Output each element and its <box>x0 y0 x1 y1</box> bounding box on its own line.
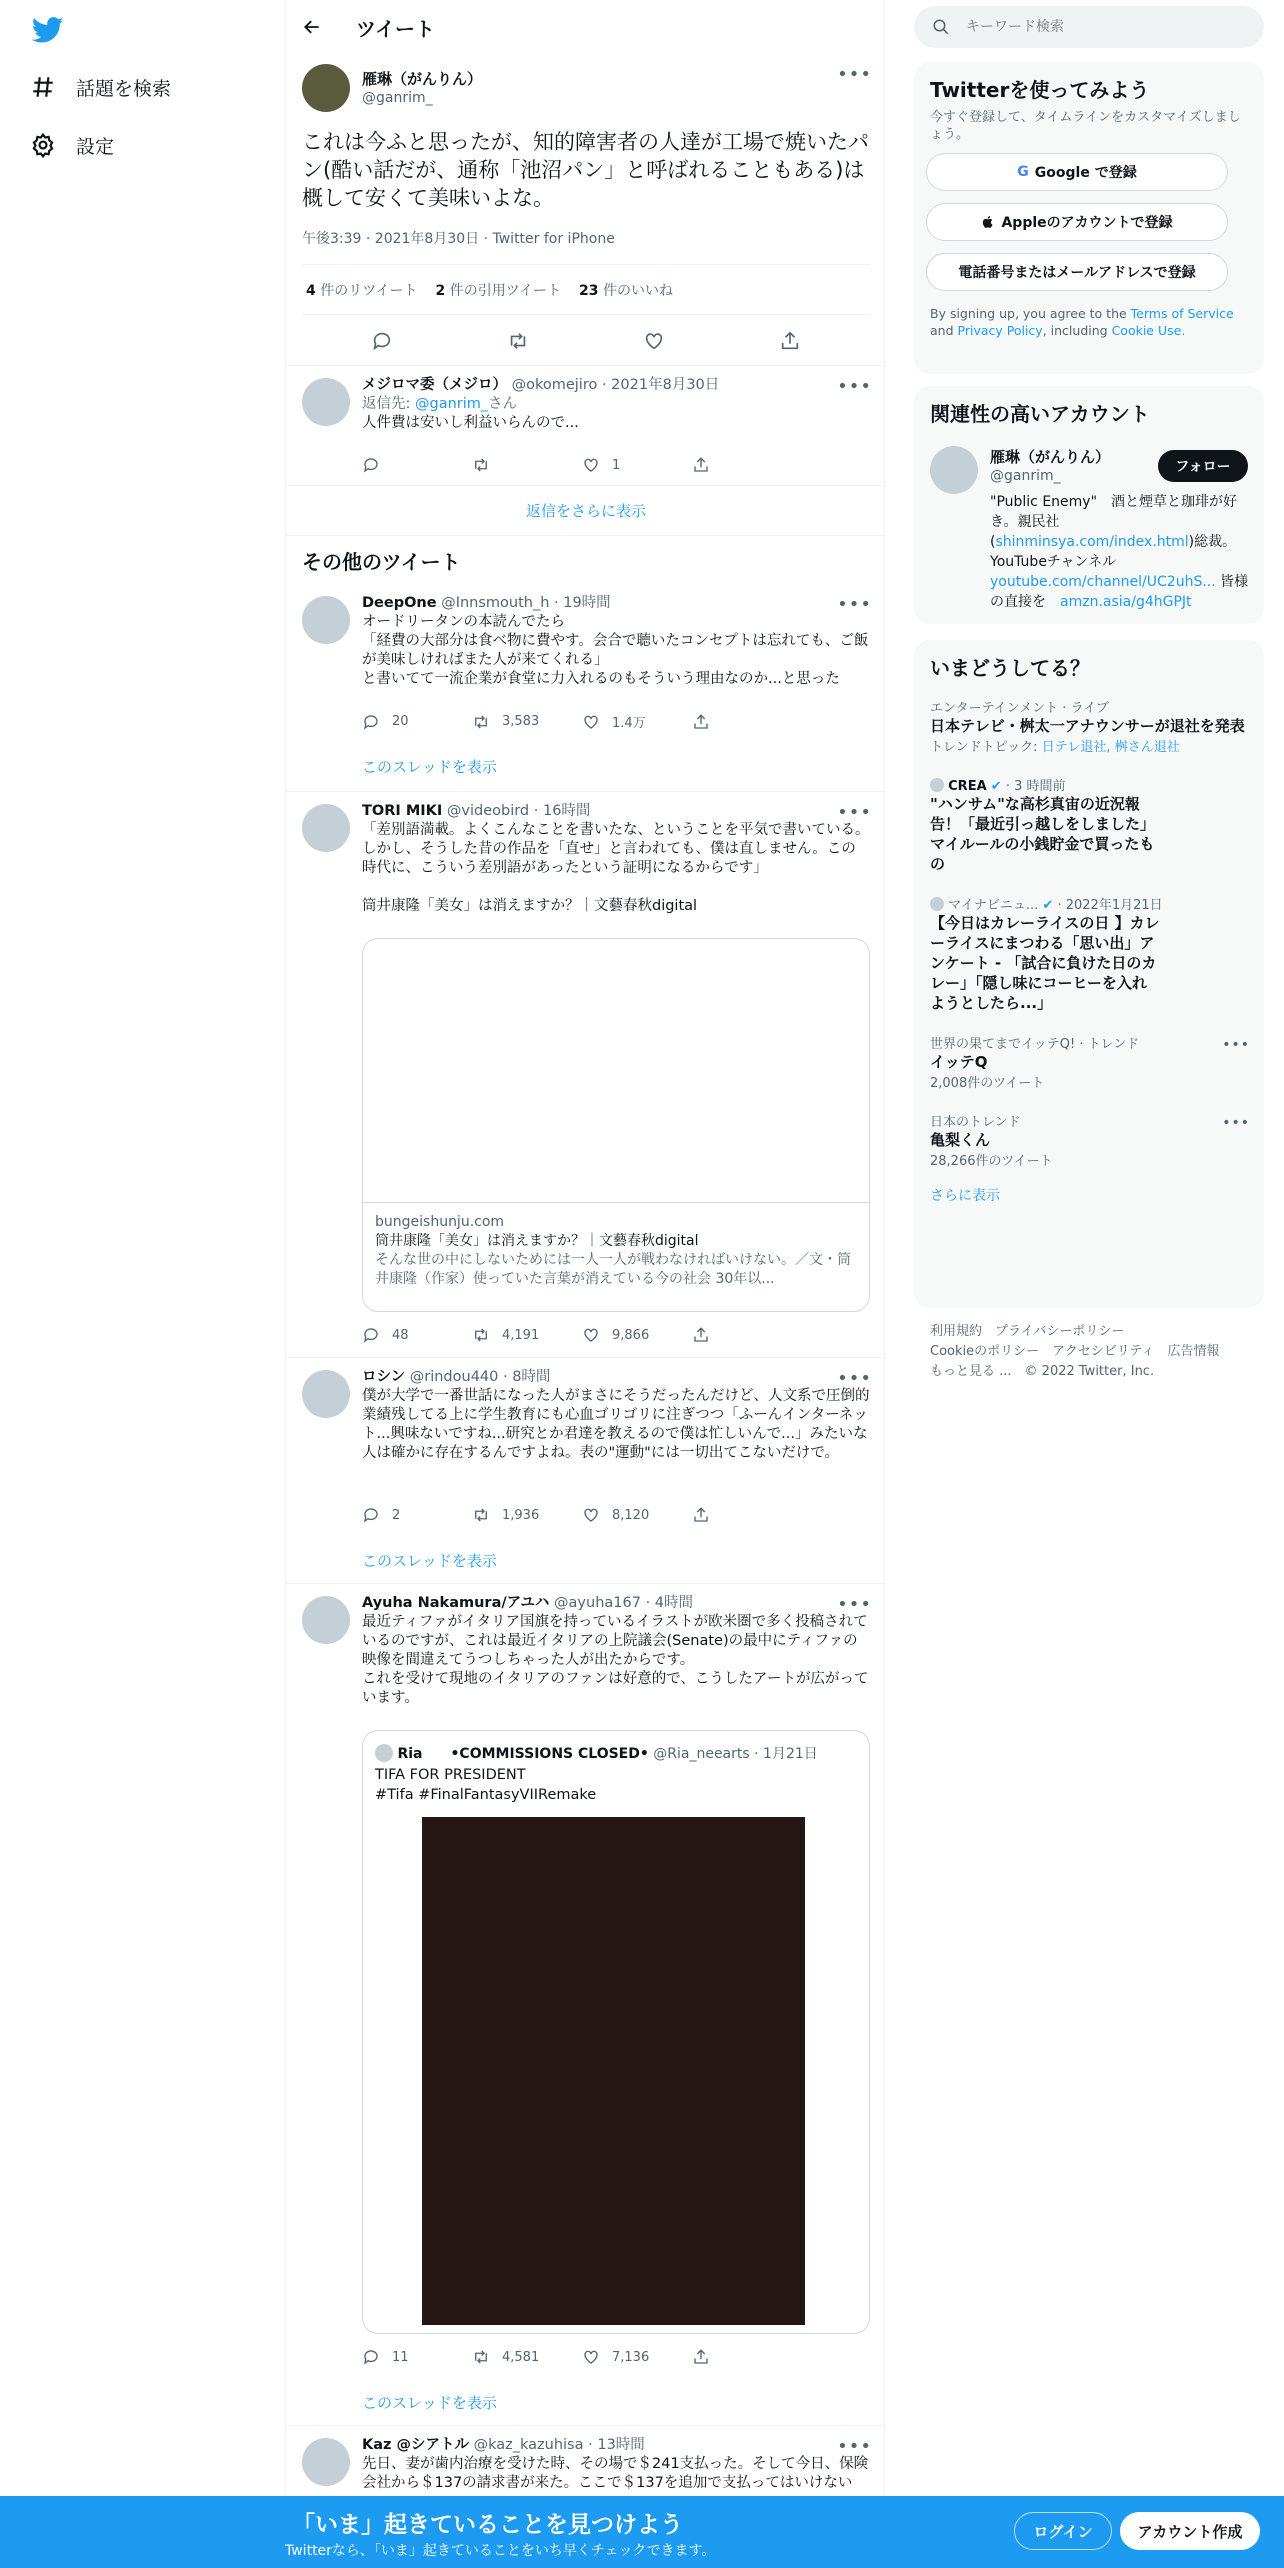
left-nav <box>0 0 285 2568</box>
link-card-description: そんな世の中にしないためには一人一人が戦わなければいけない。／文・筒井康隆（作家）使っていた言葉が消えている今の社会 30年以... <box>375 1252 851 1287</box>
reply-to-line: 返信先: @ganrim_さん <box>362 396 518 412</box>
link-card[interactable] <box>362 938 870 1312</box>
reply-button[interactable] <box>362 1326 472 1344</box>
quoted-author-handle: @Ria_neearts <box>653 1746 750 1762</box>
other-tweets-heading: その他のツイート <box>302 550 461 574</box>
signup-subtitle: 今すぐ登録して、タイムラインをカスタマイズしましょう。 <box>930 110 1241 142</box>
retweet-icon[interactable] <box>507 330 529 352</box>
related-name[interactable]: 雁琳（がんりん） <box>990 448 1111 466</box>
avatar[interactable] <box>302 378 350 426</box>
related-title: 関連性の高いアカウント <box>930 402 1150 426</box>
footer-more[interactable]: もっと見る ... <box>930 1364 1012 1379</box>
avatar[interactable] <box>302 64 350 112</box>
share-icon <box>692 456 710 474</box>
like-icon <box>582 1506 600 1524</box>
reply-icon <box>362 1506 380 1524</box>
avatar[interactable] <box>930 446 978 494</box>
tweet-header <box>362 1594 870 1613</box>
author-name[interactable]: メジロマ委（メジロ） <box>362 377 507 393</box>
nav-settings[interactable] <box>30 122 114 168</box>
bio-link-1[interactable]: shinminsya.com/index.html <box>995 534 1189 550</box>
more-options-icon[interactable]: ••• <box>1222 1037 1250 1053</box>
retweet-button[interactable] <box>472 712 582 731</box>
more-options-icon[interactable]: ••• <box>837 594 872 615</box>
retweet-button[interactable] <box>472 1326 582 1344</box>
reply-icon <box>362 456 380 474</box>
footer-privacy[interactable]: プライバシーポリシー <box>995 1324 1125 1339</box>
like-icon <box>582 456 600 474</box>
nav-settings-label: 設定 <box>76 135 115 158</box>
tweet-header <box>362 594 870 613</box>
divider <box>302 314 870 315</box>
share-button[interactable] <box>692 2348 802 2366</box>
bio-link-2[interactable]: youtube.com/channel/UC2uhS... <box>990 574 1216 590</box>
quoted-tweet-text: TIFA FOR PRESIDENT #Tifa #FinalFantasyVIIRemake <box>375 1767 597 1803</box>
tweet-text: これは今ふと思ったが、知的障害者の人達が工場で焼いたパン(酷い話だが、通称「池沼パン」と呼ばれることもある)は概して安くて美味いよな。 <box>302 130 869 210</box>
more-options-icon[interactable]: ••• <box>837 376 872 397</box>
like-stat[interactable]: 23 件のいいね <box>579 283 673 299</box>
nav-explore[interactable] <box>30 64 171 110</box>
show-thread-link[interactable]: このスレッドを表示 <box>362 2394 497 2412</box>
link-card-image <box>363 939 869 1203</box>
author-name[interactable]: 雁琳（がんりん） <box>362 70 483 88</box>
signup-title: Twitterを使ってみよう <box>930 78 1150 102</box>
quoted-tweet-header <box>375 1743 818 1763</box>
tweet-actions <box>362 1506 802 1524</box>
share-icon <box>692 2348 710 2366</box>
trend-count: 28,266件のツイート <box>930 1154 1053 1169</box>
quoted-tweet-image[interactable] <box>422 1817 805 2325</box>
reply-icon <box>362 2348 380 2366</box>
trend-item[interactable] <box>914 1023 1264 1101</box>
link-card-title: 筒井康隆「美女」は消えますか？｜文藝春秋digital <box>375 1233 699 1249</box>
timeline-tweet[interactable] <box>286 1358 886 1584</box>
footer-accessibility[interactable]: アクセシビリティ <box>1052 1344 1155 1359</box>
tweet-text: オードリータンの本読んでたら 「経費の大部分は食べ物に費やす。会合で聴いたコンセプトは忘れても、ご飯が美味しければまた人が来てくれる」 と書いてて一流企業が食堂に力入れるのもそういう理由なのか...と思った <box>362 614 869 687</box>
retweet-count: 3,583 <box>502 714 540 729</box>
like-count: 9,866 <box>612 1327 650 1343</box>
trend-source: マイナビニュ... ✔ · 2022年1月21日 <box>930 894 1248 913</box>
tweet-meta[interactable]: 午後3:39 · 2021年8月30日 · Twitter for iPhone <box>302 231 615 247</box>
retweet-icon <box>472 1326 490 1344</box>
author-handle[interactable]: @Innsmouth_h <box>441 595 550 611</box>
like-button[interactable] <box>582 1506 692 1524</box>
tweet-header <box>362 802 870 821</box>
tweet-time[interactable]: · 16時間 <box>533 803 591 819</box>
reply-tweet[interactable] <box>286 366 886 486</box>
like-button[interactable] <box>582 1326 692 1344</box>
trend-title: 【今日はカレーライスの日 】カレーライスにまつわる「思い出」アンケート - 「試合に負けた日のカレー」「隠し味にコーヒーを入れようとしたら...」 <box>930 914 1160 1012</box>
author-name[interactable]: Kaz @シアトル <box>362 2437 470 2453</box>
tweet-text: 「差別語満載。よくこんなことを書いたな、ということを平気で書いている。しかし、そうした昔の作品を「直せ」と言われても、僕は直しません。この時代に、こういう差別語があったという証明になるからです」 筒井康隆「美女」は消えますか？｜文藝春秋digital <box>362 822 870 914</box>
terms-link[interactable]: Terms of Service <box>1130 306 1234 321</box>
reply-to-link[interactable]: @ganrim_ <box>415 396 489 412</box>
more-options-icon[interactable]: ••• <box>837 1368 872 1389</box>
like-button[interactable] <box>582 456 692 474</box>
share-icon <box>692 1326 710 1344</box>
trend-item[interactable] <box>914 884 1264 1023</box>
login-button[interactable]: ログイン <box>1014 2512 1112 2550</box>
tweet-actions <box>362 2348 802 2366</box>
tweet-text: 最近ティファがイタリア国旗を持っているイラストが欧米圏で多く投稿されているのですが、これは最近イタリアの上院議会(Senate)の最中にティファの映像を間違えてうつしちゃった人が出たからです。 これを受けて現地のイタリアのファンは好意的で、こうしたアートが広がっています。 <box>362 1614 869 1706</box>
privacy-link[interactable]: Privacy Policy <box>957 323 1043 338</box>
trends-title: いまどうしてる？ <box>930 656 1090 680</box>
retweet-stat[interactable]: 4 件のリツイート <box>306 283 418 299</box>
avatar[interactable] <box>302 1596 350 1644</box>
reply-count: 11 <box>392 2349 409 2365</box>
back-arrow-icon[interactable] <box>302 17 322 37</box>
reply-count: 48 <box>392 1327 409 1343</box>
like-count: 1.4万 <box>612 716 646 731</box>
tweet-time[interactable]: · 4時間 <box>645 1595 694 1611</box>
quoted-tweet-time: · 1月21日 <box>754 1746 818 1762</box>
share-button[interactable] <box>692 456 802 474</box>
focal-actions <box>286 330 886 352</box>
like-button[interactable] <box>582 2348 692 2366</box>
author-handle[interactable]: @videobird <box>446 803 530 819</box>
twitter-logo-icon[interactable] <box>32 14 64 46</box>
author-handle[interactable]: @ayuha167 <box>554 1595 641 1611</box>
retweet-count: 1,936 <box>502 1507 540 1523</box>
quote-stat[interactable]: 2 件の引用ツイート <box>435 283 562 299</box>
footer-copyright: © 2022 Twitter, Inc. <box>1024 1364 1155 1379</box>
retweet-count: 4,191 <box>502 1327 540 1343</box>
related-handle[interactable]: @ganrim_ <box>990 468 1061 484</box>
tweet-time[interactable]: · 13時間 <box>588 2437 645 2453</box>
footer-links <box>930 1322 1260 1382</box>
retweet-count: 4,581 <box>502 2349 540 2365</box>
tweet-header <box>362 1368 870 1387</box>
share-icon[interactable] <box>779 330 801 352</box>
like-icon <box>582 713 600 731</box>
author-handle[interactable]: @ganrim_ <box>362 90 433 106</box>
author-name[interactable]: ロシン <box>362 1369 406 1385</box>
retweet-icon <box>472 456 490 474</box>
share-button[interactable] <box>692 1326 802 1344</box>
trend-item[interactable] <box>914 687 1264 765</box>
show-thread-link[interactable]: このスレッドを表示 <box>362 1552 497 1570</box>
reply-button[interactable] <box>362 456 472 474</box>
tweet-stats <box>306 280 673 300</box>
trend-title: イッテQ <box>930 1053 988 1071</box>
tweet-time[interactable]: · 8時間 <box>502 1369 551 1385</box>
timeline-tweet[interactable] <box>286 792 886 1358</box>
retweet-button[interactable] <box>472 1506 582 1524</box>
quoted-author-name: Ria •COMMISSIONS CLOSED• <box>397 1746 649 1762</box>
tweet-time[interactable]: · 19時間 <box>554 595 611 611</box>
tweet-text: 僕が大学で一番世話になった人がまさにそうだったんだけど、人文系で圧倒的業績残してる上に学生教育にも心血ゴリゴリに注ぎつつ「ふーんインターネット...興味ないですね...研究とか君達を教えるので僕は忙しいんで...」みたいな人は確かに存在するんですよね。表の"運動"には一切出てこないだけで。 <box>362 1388 870 1461</box>
reply-count: 2 <box>392 1507 401 1523</box>
tweet-actions <box>362 456 802 474</box>
tweet-date[interactable]: · 2021年8月30日 <box>601 377 720 393</box>
trend-category: 日本のトレンド <box>930 1115 1021 1130</box>
author-handle[interactable]: @okomejiro <box>511 377 598 393</box>
bottom-bar-subtitle: Twitterなら、「いま」起きていることをいち早くチェックできます。 <box>285 2543 716 2559</box>
like-count: 8,120 <box>612 1507 650 1523</box>
signup-box <box>914 62 1264 374</box>
focal-tweet <box>286 54 886 366</box>
retweet-button[interactable] <box>472 2348 582 2366</box>
trend-title: 亀梨くん <box>930 1131 991 1149</box>
bottom-bar-title: 「いま」起きていることを見つけよう <box>292 2512 683 2538</box>
avatar[interactable] <box>302 804 350 852</box>
trend-title: "ハンサム"な高杉真宙の近況報告！「最近引っ越しをしました」マイルールの小銭貯金で買ったもの <box>930 795 1156 873</box>
tweet-actions <box>362 712 802 731</box>
trends-box <box>914 640 1264 1308</box>
tweet-text: 先日、妻が歯内治療を受けた時、その場で＄241支払った。そして今日、保険会社から＄137の請求書が来た。ここで＄137を追加で支払ってはいけない <box>362 2456 869 2491</box>
more-options-icon[interactable]: ••• <box>837 2436 872 2457</box>
avatar[interactable] <box>302 596 350 644</box>
follow-button[interactable]: フォロー <box>1158 450 1248 482</box>
more-options-icon[interactable]: ••• <box>837 1594 872 1615</box>
search-icon <box>932 18 950 36</box>
reply-icon <box>362 1326 380 1344</box>
trend-item[interactable] <box>914 765 1264 884</box>
more-options-icon[interactable]: ••• <box>837 802 872 823</box>
tweet-text: 人件費は安いし利益いらんので... <box>362 415 579 431</box>
trend-category: 世界の果てまでイッテQ! · トレンド <box>930 1037 1140 1052</box>
reply-icon <box>362 713 380 731</box>
signup-terms: By signing up, you agree to the Terms of Service and Privacy Policy, including Cookie Use. <box>930 306 1234 338</box>
like-count: 1 <box>612 457 621 473</box>
signup-button[interactable]: アカウント作成 <box>1120 2512 1260 2550</box>
like-icon[interactable] <box>643 330 665 352</box>
reply-button[interactable] <box>362 2348 472 2366</box>
page-title: ツイート <box>356 16 435 41</box>
search-box[interactable] <box>914 6 1264 48</box>
more-options-icon[interactable]: ••• <box>837 64 872 85</box>
show-more-trends[interactable]: さらに表示 <box>930 1188 1000 1204</box>
retweet-button[interactable] <box>472 456 582 474</box>
reply-count: 20 <box>392 714 409 729</box>
author-handle[interactable]: @kaz_kazuhisa <box>473 2437 584 2453</box>
divider <box>302 264 870 265</box>
retweet-icon <box>472 713 490 731</box>
like-icon <box>582 2348 600 2366</box>
trend-title: 日本テレビ・桝太一アナウンサーが退社を発表 <box>930 717 1245 735</box>
tweet-header <box>362 2436 870 2455</box>
reply-button[interactable] <box>362 1506 472 1524</box>
trend-source: CREA ✔ · 3 時間前 <box>930 775 1248 794</box>
apple-icon <box>981 214 995 230</box>
apple-signup-button[interactable]: Appleのアカウントで登録 <box>926 203 1228 241</box>
main-column <box>285 0 885 2568</box>
author-handle[interactable]: @rindou440 <box>409 1369 499 1385</box>
nav-explore-label: 話題を検索 <box>76 77 172 100</box>
avatar[interactable] <box>302 1370 350 1418</box>
like-button[interactable] <box>582 712 692 731</box>
share-button[interactable] <box>692 712 802 731</box>
timeline-tweet[interactable] <box>286 584 886 792</box>
show-thread-link[interactable]: このスレッドを表示 <box>362 758 497 776</box>
trend-item[interactable] <box>914 1101 1264 1179</box>
author-name[interactable]: TORI MIKI <box>362 803 443 819</box>
page-header <box>286 0 884 54</box>
bio-link-3[interactable]: amzn.asia/g4hGPJt <box>1060 594 1192 610</box>
retweet-icon <box>472 1506 490 1524</box>
tweet-header <box>362 376 870 395</box>
link-card-domain: bungeishunju.com <box>375 1214 505 1230</box>
footer-terms[interactable]: 利用規約 <box>930 1324 983 1339</box>
hashtag-icon <box>30 74 56 100</box>
avatar[interactable] <box>302 2438 350 2486</box>
timeline-tweet[interactable] <box>286 1584 886 2426</box>
retweet-icon <box>472 2348 490 2366</box>
google-icon: G <box>1017 164 1029 180</box>
google-signup-button[interactable]: G Google で登録 <box>926 153 1228 191</box>
search-input[interactable] <box>966 19 1246 35</box>
phone-email-signup-button[interactable]: 電話番号またはメールアドレスで登録 <box>926 253 1228 291</box>
trend-count: 2,008件のツイート <box>930 1076 1045 1091</box>
like-icon <box>582 1326 600 1344</box>
bottom-signup-bar <box>0 2496 1284 2568</box>
author-name[interactable]: Ayuha Nakamura/アユハ <box>362 1595 550 1611</box>
more-options-icon[interactable]: ••• <box>1222 1115 1250 1131</box>
show-more-replies[interactable]: 返信をさらに表示 <box>286 486 886 536</box>
gear-icon <box>30 132 56 158</box>
author-name[interactable]: DeepOne <box>362 595 437 611</box>
footer-cookie[interactable]: Cookieのポリシー <box>930 1344 1040 1359</box>
share-button[interactable] <box>692 1506 802 1524</box>
trend-topics: トレンドトピック: 日テレ退社, 桝さん退社 <box>930 740 1180 755</box>
related-bio: "Public Enemy" 酒と煙草と珈琲が好き。親民社(shinminsya.com/index.html)総裁。YouTubeチャンネル youtube.com/channel/UC2uhS... 皆様の直接を amzn.asia/g4hGPJt <box>990 494 1249 610</box>
related-accounts-box <box>914 386 1264 624</box>
quoted-avatar <box>375 1744 393 1762</box>
tweet-actions <box>362 1326 802 1344</box>
like-count: 7,136 <box>612 2349 650 2365</box>
reply-icon[interactable] <box>371 330 393 352</box>
share-icon <box>692 1506 710 1524</box>
reply-button[interactable] <box>362 712 472 731</box>
verified-icon: ✔ <box>990 779 1002 794</box>
trend-category: エンターテインメント · ライブ <box>930 701 1109 716</box>
cookie-link[interactable]: Cookie Use. <box>1111 323 1186 338</box>
footer-ads[interactable]: 広告情報 <box>1167 1344 1220 1359</box>
quoted-tweet[interactable] <box>362 1730 870 2334</box>
verified-icon: ✔ <box>1042 898 1054 913</box>
share-icon <box>692 713 710 731</box>
